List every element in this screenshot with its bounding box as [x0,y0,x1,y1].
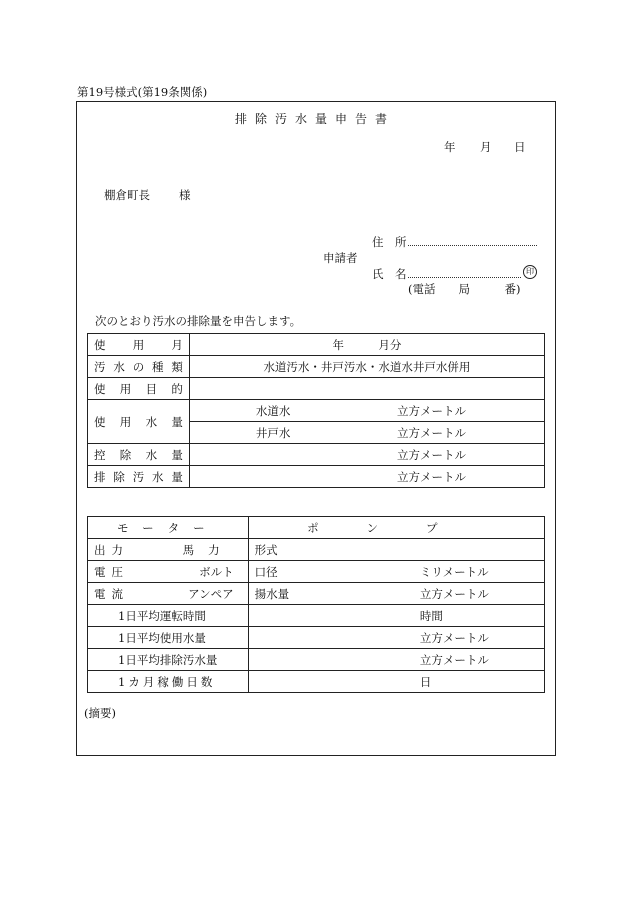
table-row [88,444,545,466]
label-days-per-month: 1カ月稼働日数 [88,671,249,693]
motor-header: モーター [88,517,249,539]
pump-header: ポンプ [248,517,544,539]
label-discharge: 排 除 汚 水 量 [94,469,183,484]
document-title: 排除汚水量申告書 [234,112,395,126]
date-year: 年 [444,140,456,154]
purpose-field[interactable] [189,378,544,400]
table-row [88,583,545,605]
label-purpose: 使 用 目 的 [94,381,183,396]
table-row [88,605,545,627]
label-avg-discharge: 1日平均排除汚水量 [88,649,249,671]
label-water-usage: 使 用 水 量 [94,414,183,429]
address-label: 住 所 [372,235,407,249]
pump-label-diameter: 口径 [248,561,330,583]
applicant-label: 申請者 [323,251,358,265]
addressee-suffix: 様 [179,188,191,202]
row-label [88,334,190,356]
sewage-type-field[interactable]: 水道汚水・井戸汚水・水道水井戸水併用 [189,356,544,378]
table-row [88,466,545,488]
well-water-unit[interactable]: 立方メートル [367,422,545,444]
table-row [88,627,545,649]
table-row [88,561,545,583]
name-field[interactable] [408,277,521,278]
table-row [88,334,545,356]
avg-usage-unit[interactable]: 立方メートル [330,627,545,649]
pump-volume-unit[interactable]: 立方メートル [330,583,545,605]
date-month: 月 [480,140,492,154]
table-row [88,539,545,561]
well-water-label: 井戸水 [189,422,367,444]
pump-label-type: 形式 [248,539,330,561]
seal-icon: 印 [523,265,537,279]
usage-month-field[interactable]: 年 月分 [189,334,544,356]
intro-text: 次のとおり汚水の排除量を申告します。 [95,314,302,328]
motor-unit-ampere: アンペア [188,586,234,601]
avg-discharge-unit[interactable]: 立方メートル [330,649,545,671]
pump-label-volume: 揚水量 [248,583,330,605]
motor-pump-table [87,516,545,693]
table-row [88,378,545,400]
form-number-label: 第19号様式(第19条関係) [77,85,208,99]
days-unit[interactable]: 日 [330,671,545,693]
motor-label-current: 電流 [94,586,129,601]
phone-label: (電話 局 番) [408,282,521,296]
deduction-unit[interactable]: 立方メートル [367,444,545,466]
motor-unit-volt: ボルト [199,564,234,579]
pump-type-field[interactable] [330,539,545,561]
date-day: 日 [514,140,526,154]
remarks-label: (摘要) [84,706,116,720]
tap-water-unit[interactable]: 立方メートル [367,400,545,422]
avg-operation-unit[interactable]: 時間 [330,605,545,627]
name-label: 氏 名 [372,267,407,281]
label-avg-operation: 1日平均運転時間 [88,605,249,627]
table-row [88,356,545,378]
table-row [88,649,545,671]
motor-unit-hp: 馬力 [182,542,234,557]
label-deduction: 控 除 水 量 [94,447,183,462]
table-row [88,400,545,422]
remarks-field[interactable] [84,722,550,752]
addressee: 棚倉町長 [104,188,150,202]
table-row [88,671,545,693]
table-row [88,517,545,539]
discharge-unit[interactable]: 立方メートル [367,466,545,488]
label-avg-usage: 1日平均使用水量 [88,627,249,649]
tap-water-label: 水道水 [189,400,367,422]
address-field[interactable] [408,245,537,246]
motor-label-voltage: 電圧 [94,564,129,579]
usage-table [87,333,545,488]
pump-diameter-unit[interactable]: ミリメートル [330,561,545,583]
label-usage-month: 使 用 月 [94,337,183,352]
label-sewage-type: 汚 水 の 種 類 [94,359,183,374]
motor-label-output: 出力 [94,542,129,557]
